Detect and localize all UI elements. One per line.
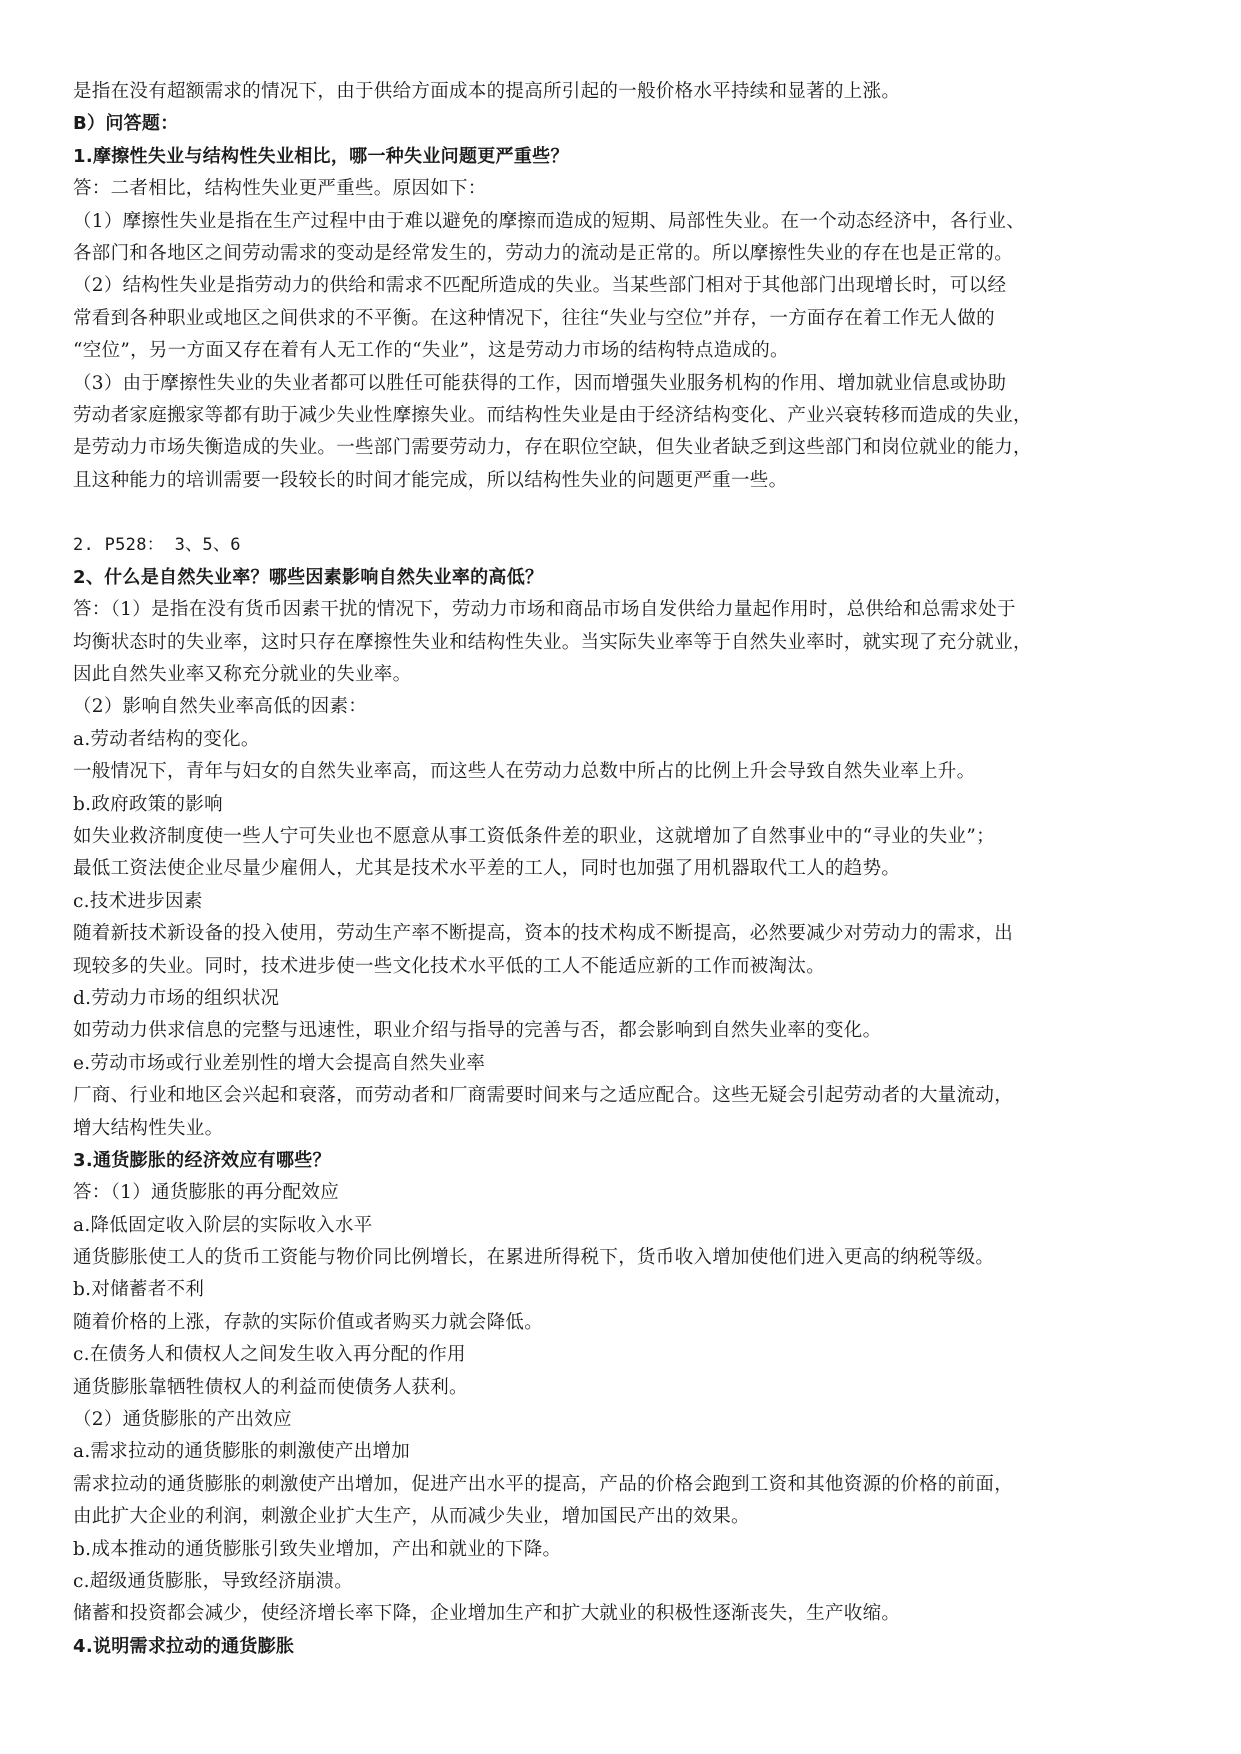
text-line: a.降低固定收入阶层的实际收入水平 bbox=[73, 1214, 373, 1236]
text-line: 储蓄和投资都会减少，使经济增长率下降，企业增加生产和扩大就业的积极性逐渐丧失，生产收缩。 bbox=[73, 1603, 901, 1625]
text-line: d.劳动力市场的组织状况 bbox=[73, 987, 280, 1009]
text-line: 现较多的失业。同时，技术进步使一些文化技术水平低的工人不能适应新的工作而被淘汰。 bbox=[73, 955, 826, 977]
text-line: b.政府政策的影响 bbox=[73, 793, 223, 815]
text-line: c.技术进步因素 bbox=[73, 890, 203, 912]
text-line: 随着新技术新设备的投入使用，劳动生产率不断提高，资本的技术构成不断提高，必然要减少对劳动力的需求，出 bbox=[73, 923, 1014, 945]
question-heading: 2、什么是自然失业率？哪些因素影响自然失业率的高低？ bbox=[73, 566, 544, 588]
text-line: 由此扩大企业的利润，刺激企业扩大生产，从而减少失业，增加国民产出的效果。 bbox=[73, 1506, 750, 1528]
text-line: b.成本推动的通货膨胀引致失业增加，产出和就业的下降。 bbox=[73, 1538, 562, 1560]
text-line: e.劳动市场或行业差别性的增大会提高自然失业率 bbox=[73, 1052, 486, 1074]
text-line: （2）通货膨胀的产出效应 bbox=[73, 1409, 292, 1431]
text-line: （1）摩擦性失业是指在生产过程中由于难以避免的摩擦而造成的短期、局部性失业。在一个动态经济中，各行业、 bbox=[73, 210, 1026, 232]
text-line: c.在债务人和债权人之间发生收入再分配的作用 bbox=[73, 1344, 466, 1366]
text-line: 答：（1）是指在没有货币因素干扰的情况下，劳动力市场和商品市场自发供给力量起作用时，总供给和总需求处于 bbox=[73, 599, 1016, 621]
text-line: 均衡状态时的失业率，这时只存在摩擦性失业和结构性失业。当实际失业率等于自然失业率时，就实现了充分就业， bbox=[73, 631, 1032, 653]
text-line: 答：（1）通货膨胀的再分配效应 bbox=[73, 1182, 340, 1204]
question-heading: 1.摩擦性失业与结构性失业相比，哪一种失业问题更严重些？ bbox=[73, 145, 569, 167]
text-line: （3）由于摩擦性失业的失业者都可以胜任可能获得的工作，因而增强失业服务机构的作用、增加就业信息或协助 bbox=[73, 372, 1007, 394]
reference-line: 2. P528： 3、5、6 bbox=[73, 535, 241, 556]
text-line: 常看到各种职业或地区之间供求的不平衡。在这种情况下，往往“失业与空位”并存，一方面存在着工作无人做的 bbox=[73, 307, 995, 329]
text-line: （2）影响自然失业率高低的因素： bbox=[73, 696, 368, 718]
text-line: 各部门和各地区之间劳动需求的变动是经常发生的，劳动力的流动是正常的。所以摩擦性失业的存在也是正常的。 bbox=[73, 242, 1014, 264]
text-line: 是劳动力市场失衡造成的失业。一些部门需要劳动力，存在职位空缺，但失业者缺乏到这些部门和岗位就业的能力， bbox=[73, 437, 1032, 459]
text-line: 通货膨胀靠牺牲债权人的利益而使债务人获利。 bbox=[73, 1376, 468, 1398]
text-line: “空位”，另一方面又存在着有人无工作的“失业”，这是劳动力市场的结构特点造成的。 bbox=[73, 340, 789, 362]
text-line: （2）结构性失业是指劳动力的供给和需求不匹配所造成的失业。当某些部门相对于其他部门出现增长时，可以经 bbox=[73, 275, 1007, 297]
text-line: a.需求拉动的通货膨胀的刺激使产出增加 bbox=[73, 1441, 411, 1463]
text-line: 如失业救济制度使一些人宁可失业也不愿意从事工资低条件差的职业，这就增加了自然事业中的“寻业的失业”； bbox=[73, 825, 995, 847]
text-line: 增大结构性失业。 bbox=[73, 1117, 224, 1139]
text-line: 因此自然失业率又称充分就业的失业率。 bbox=[73, 664, 412, 686]
question-heading: B）问答题： bbox=[73, 113, 179, 135]
text-line: 是指在没有超额需求的情况下，由于供给方面成本的提高所引起的一般价格水平持续和显著的上涨。 bbox=[73, 81, 901, 102]
text-line: 劳动者家庭搬家等都有助于减少失业性摩擦失业。而结构性失业是由于经济结构变化、产业兴衰转移而造成的失业， bbox=[73, 404, 1032, 426]
text-line: a.劳动者结构的变化。 bbox=[73, 728, 260, 750]
question-heading: 3.通货膨胀的经济效应有哪些？ bbox=[73, 1149, 331, 1171]
text-line: 最低工资法使企业尽量少雇佣人，尤其是技术水平差的工人，同时也加强了用机器取代工人的趋势。 bbox=[73, 858, 901, 880]
text-line: 随着价格的上涨，存款的实际价值或者购买力就会降低。 bbox=[73, 1311, 544, 1333]
text-line: c.超级通货膨胀，导致经济崩溃。 bbox=[73, 1570, 354, 1592]
question-heading: 4.说明需求拉动的通货膨胀 bbox=[73, 1635, 295, 1657]
blank-line bbox=[73, 497, 1173, 529]
document-page bbox=[73, 76, 1173, 1663]
text-line: 且这种能力的培训需要一段较长的时间才能完成，所以结构性失业的问题更严重一些。 bbox=[73, 469, 788, 491]
text-line: 通货膨胀使工人的货币工资能与物价同比例增长，在累进所得税下，货币收入增加使他们进入更高的纳税等级。 bbox=[73, 1247, 995, 1269]
text-line: 厂商、行业和地区会兴起和衰落，而劳动者和厂商需要时间来与之适应配合。这些无疑会引起劳动者的大量流动， bbox=[73, 1085, 1014, 1107]
text-line: 答：二者相比，结构性失业更严重些。原因如下： bbox=[73, 178, 487, 200]
text-line: 需求拉动的通货膨胀的刺激使产出增加，促进产出水平的提高，产品的价格会跑到工资和其他资源的价格的前面， bbox=[73, 1473, 1014, 1495]
text-line: 如劳动力供求信息的完整与迅速性，职业介绍与指导的完善与否，都会影响到自然失业率的变化。 bbox=[73, 1020, 882, 1042]
text-line: 一般情况下，青年与妇女的自然失业率高，而这些人在劳动力总数中所占的比例上升会导致自然失业率上升。 bbox=[73, 761, 976, 783]
text-line: b.对储蓄者不利 bbox=[73, 1279, 205, 1301]
